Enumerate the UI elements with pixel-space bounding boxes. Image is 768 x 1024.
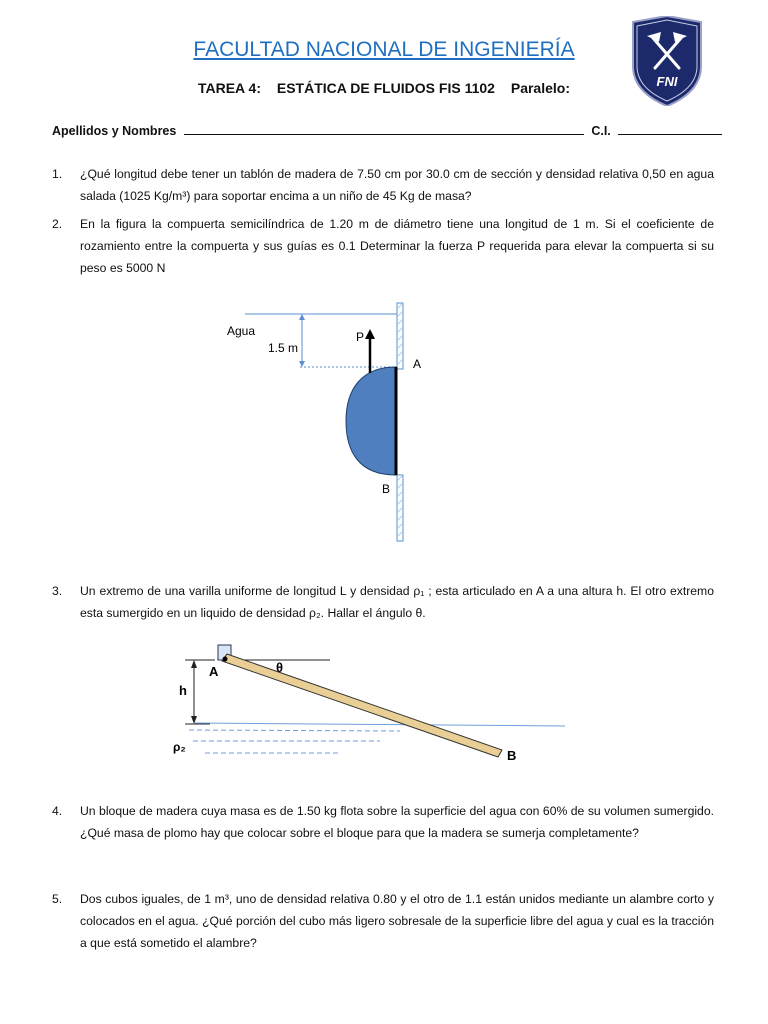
assignment-subtitle — [0, 80, 768, 96]
question-text: Un bloque de madera cuya masa es de 1.50 kg flota sobre la superficie del agua con 60% de su volumen sumergido. ¿Qué masa de plomo hay que colocar sobre el bloque para que la madera se sumerja completamente? — [80, 804, 714, 840]
course-label: ESTÁTICA DE FLUIDOS FIS 1102 — [276, 80, 495, 96]
tarea-label: TAREA 4: — [197, 80, 261, 96]
name-field[interactable] — [184, 122, 584, 135]
height-label: h — [179, 683, 187, 698]
question-1: 1. ¿Qué longitud debe tener un tablón de madera de 7.50 cm por 30.0 cm de sección y densidad relativa 0,50 en agua salada (1025 Kg/m³) para soportar encima a un niño de 45 Kg de masa? — [52, 163, 714, 207]
gate-figure — [200, 295, 440, 550]
question-5: 5. Dos cubos iguales, de 1 m³, uno de densidad relativa 0.80 y el otro de 1.1 están unidos mediante un alambre corto y colocados en el agua. ¿Qué porción del cubo más ligero sobresale de la superficie libre del agua y cual es la tracción a que está sometido el alambre? — [52, 888, 714, 954]
question-text: Dos cubos iguales, de 1 m³, uno de densidad relativa 0.80 y el otro de 1.1 están unidos mediante un alambre corto y colocados en el agua. ¿Qué porción del cubo más ligero sobresale de la superficie libre del agua y cual es la tracción a que está sometido el alambre? — [80, 892, 714, 950]
logo-text: FNI — [656, 74, 678, 89]
question-text: En la figura la compuerta semicilíndrica de 1.20 m de diámetro tiene una longitud de 1 m. Si el coeficiente de rozamiento entre la compuerta y sus guías es 0.1 Determinar la fuerza P requerida para elevar la compuerta si su peso es 5000 N — [80, 217, 714, 275]
rod-figure — [165, 640, 585, 770]
force-label: P — [356, 330, 365, 344]
angle-label: θ — [276, 660, 284, 675]
depth-label: 1.5 m — [268, 341, 299, 355]
point-a-label: A — [209, 664, 219, 679]
question-4: 4. Un bloque de madera cuya masa es de 1.50 kg flota sobre la superficie del agua con 60% de su volumen sumergido. ¿Qué masa de plomo hay que colocar sobre el bloque para que la madera se sumerja completamente? — [52, 800, 714, 844]
question-2: 2. En la figura la compuerta semicilíndrica de 1.20 m de diámetro tiene una longitud de 1 m. Si el coeficiente de rozamiento entre la compuerta y sus guías es 0.1 Determinar la fuerza P requerida para elevar la compuerta si su peso es 5000 N — [52, 213, 714, 279]
point-b-label: B — [507, 748, 517, 763]
name-label: Apellidos y Nombres — [52, 124, 177, 138]
question-text: ¿Qué longitud debe tener un tablón de madera de 7.50 cm por 30.0 cm de sección y densidad relativa 0,50 en agua salada (1025 Kg/m³) para soportar encima a un niño de 45 Kg de masa? — [80, 167, 714, 203]
point-a-label: A — [413, 357, 422, 371]
page-title: FACULTAD NACIONAL DE INGENIERÍA — [193, 38, 575, 61]
question-3: 3. Un extremo de una varilla uniforme de longitud L y densidad ρ₁ ; esta articulado en A a una altura h. El otro extremo esta sumergido en un liquido de densidad ρ₂. Hallar el ángulo θ. — [52, 580, 714, 624]
paralelo-label: Paralelo: — [510, 80, 570, 96]
question-text: Un extremo de una varilla uniforme de longitud L y densidad ρ₁ ; esta articulado en A a una altura h. El otro extremo esta sumergido en un liquido de densidad ρ₂. Hallar el ángulo θ. — [80, 584, 714, 620]
ci-field[interactable] — [618, 122, 722, 135]
water-label: Agua — [227, 324, 256, 338]
ci-label: C.I. — [591, 124, 611, 138]
student-info-row — [52, 122, 722, 138]
density-label: ρ₂ — [173, 740, 186, 754]
point-b-label: B — [382, 482, 391, 496]
